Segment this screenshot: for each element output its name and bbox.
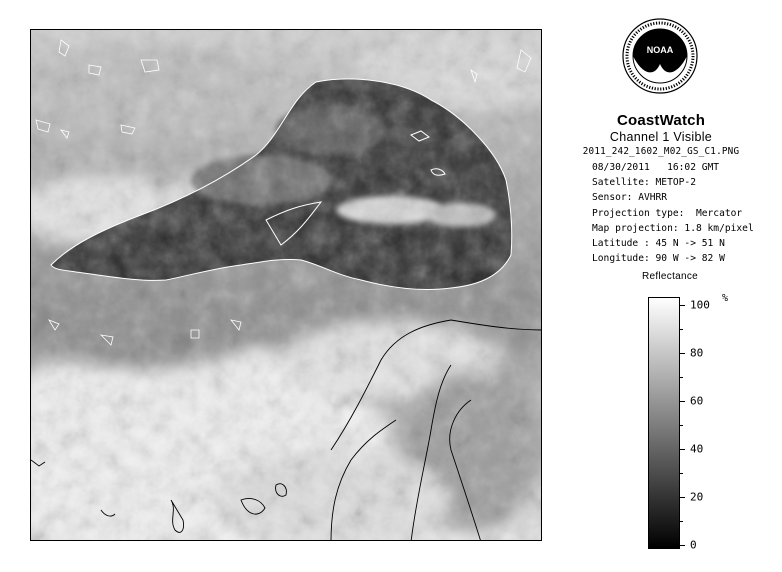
app-title: CoastWatch [616, 112, 706, 129]
noaa-logo [620, 16, 700, 108]
colorbar-tick-label: 40 [690, 442, 704, 456]
colorbar-tick-label: 80 [690, 346, 704, 360]
projection-type-text: Projection type: Mercator [592, 207, 743, 219]
colorbar-minor-tick [680, 425, 683, 426]
datetime-text: 08/30/2011 16:02 GMT [592, 162, 720, 173]
satellite-image [31, 30, 542, 541]
colorbar-ticks [680, 297, 770, 552]
colorbar-minor-tick [680, 473, 683, 474]
map-projection-text: Map projection: 1.8 km/pixel [592, 222, 754, 234]
colorbar-tick-label: 20 [690, 490, 704, 504]
colorbar-minor-tick [680, 329, 683, 330]
metadata-panel [592, 160, 782, 266]
colorbar-tick-label: 0 [690, 538, 697, 552]
colorbar-tick [680, 545, 685, 546]
legend-title: Reflectance [641, 271, 699, 282]
colorbar-tick [680, 497, 685, 498]
reflectance-colorbar [648, 297, 680, 549]
colorbar-unit: % [722, 293, 729, 304]
colorbar-tick [680, 449, 685, 450]
colorbar-tick [680, 353, 685, 354]
image-filename: 2011_242_1602_M02_GS_C1.PNG [582, 146, 740, 157]
colorbar-minor-tick [680, 377, 683, 378]
sensor-text: Sensor: AVHRR [592, 192, 668, 204]
colorbar-tick-label: 60 [690, 394, 704, 408]
colorbar-minor-tick [680, 521, 683, 522]
colorbar-tick [680, 305, 685, 306]
latitude-text: Latitude : 45 N -> 51 N [592, 238, 725, 250]
colorbar-tick-label: 100 [690, 298, 710, 312]
colorbar-tick [680, 401, 685, 402]
satellite-text: Satellite: METOP-2 [592, 177, 696, 189]
svg-text:NOAA: NOAA [646, 45, 674, 55]
satellite-map [30, 29, 542, 541]
longitude-text: Longitude: 90 W -> 82 W [592, 253, 725, 265]
channel-subtitle: Channel 1 Visible [609, 130, 713, 144]
